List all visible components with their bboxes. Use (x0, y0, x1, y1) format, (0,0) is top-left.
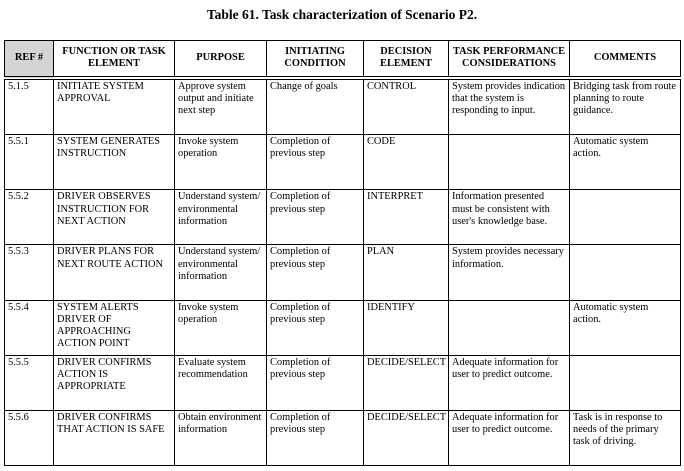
header-function: FUNCTION OR TASK ELEMENT (54, 41, 175, 78)
initiating-condition-cell: Completion of previous step (267, 410, 364, 465)
ref-cell: 5.1.5 (5, 78, 54, 135)
purpose-cell: Invoke system operation (175, 135, 267, 190)
table-row (5, 300, 681, 355)
ref-cell: 5.5.3 (5, 245, 54, 300)
function-cell: SYSTEM GENERATES INSTRUCTION (54, 135, 175, 190)
table-row (5, 355, 681, 410)
header-decision-element: DECISION ELEMENT (364, 41, 449, 78)
task-performance-cell: System provides necessary information. (449, 245, 570, 300)
header-task-performance: TASK PERFORMANCE CONSIDERATIONS (449, 41, 570, 78)
function-cell: DRIVER CONFIRMS ACTION IS APPROPRIATE (54, 355, 175, 410)
header-initiating-condition: INITIATING CONDITION (267, 41, 364, 78)
table-row (5, 245, 681, 300)
comments-cell: Task is in response to needs of the primary task of driving. (570, 410, 681, 465)
ref-cell: 5.5.5 (5, 355, 54, 410)
decision-element-cell: CODE (364, 135, 449, 190)
ref-cell: 5.5.6 (5, 410, 54, 465)
comments-cell: Automatic system action. (570, 300, 681, 355)
decision-element-cell: IDENTIFY (364, 300, 449, 355)
decision-element-cell: DECIDE/SELECT (364, 355, 449, 410)
initiating-condition-cell: Completion of previous step (267, 135, 364, 190)
table-row (5, 190, 681, 245)
ref-cell: 5.5.2 (5, 190, 54, 245)
header-row (5, 41, 681, 78)
function-cell: DRIVER CONFIRMS THAT ACTION IS SAFE (54, 410, 175, 465)
task-performance-cell: Information presented must be consistent with user's knowledge base. (449, 190, 570, 245)
initiating-condition-cell: Change of goals (267, 78, 364, 135)
purpose-cell: Understand system/ environmental information (175, 190, 267, 245)
table-row (5, 135, 681, 190)
comments-cell (570, 245, 681, 300)
purpose-cell: Invoke system operation (175, 300, 267, 355)
header-comments: COMMENTS (570, 41, 681, 78)
task-performance-cell: Adequate information for user to predict outcome. (449, 410, 570, 465)
function-cell: DRIVER OBSERVES INSTRUCTION FOR NEXT ACTION (54, 190, 175, 245)
decision-element-cell: PLAN (364, 245, 449, 300)
initiating-condition-cell: Completion of previous step (267, 190, 364, 245)
comments-cell (570, 355, 681, 410)
function-cell: INITIATE SYSTEM APPROVAL (54, 78, 175, 135)
initiating-condition-cell: Completion of previous step (267, 300, 364, 355)
table-row (5, 78, 681, 135)
decision-element-cell: CONTROL (364, 78, 449, 135)
ref-cell: 5.5.4 (5, 300, 54, 355)
purpose-cell: Evaluate system recommendation (175, 355, 267, 410)
comments-cell (570, 190, 681, 245)
initiating-condition-cell: Completion of previous step (267, 245, 364, 300)
decision-element-cell: INTERPRET (364, 190, 449, 245)
initiating-condition-cell: Completion of previous step (267, 355, 364, 410)
purpose-cell: Understand system/ environmental information (175, 245, 267, 300)
function-cell: SYSTEM ALERTS DRIVER OF APPROACHING ACTION POINT (54, 300, 175, 355)
task-performance-cell: Adequate information for user to predict outcome. (449, 355, 570, 410)
purpose-cell: Approve system output and initiate next step (175, 78, 267, 135)
task-characterization-table (4, 40, 681, 466)
comments-cell: Automatic system action. (570, 135, 681, 190)
table-title: Table 61. Task characterization of Scenario P2. (206, 7, 478, 22)
task-performance-cell (449, 300, 570, 355)
task-performance-cell (449, 135, 570, 190)
comments-cell: Bridging task from route planning to route guidance. (570, 78, 681, 135)
ref-cell: 5.5.1 (5, 135, 54, 190)
header-ref: REF # (5, 41, 54, 78)
function-cell: DRIVER PLANS FOR NEXT ROUTE ACTION (54, 245, 175, 300)
table-row (5, 410, 681, 465)
decision-element-cell: DECIDE/SELECT (364, 410, 449, 465)
task-performance-cell: System provides indication that the system is responding to input. (449, 78, 570, 135)
purpose-cell: Obtain environment information (175, 410, 267, 465)
header-purpose: PURPOSE (175, 41, 267, 78)
